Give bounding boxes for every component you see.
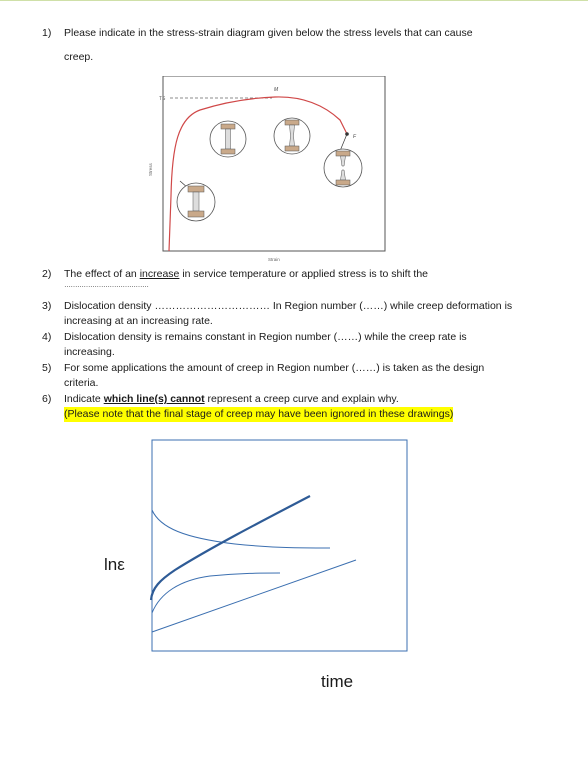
question-5-line-2: criteria. [64,377,99,389]
f-label: F [353,134,357,140]
top-rule [0,0,588,1]
question-5-line-1: For some applications the amount of creep in Region number (……) is taken as the design [64,362,485,374]
question-6-text: Indicate which line(s) cannot represent a creep curve and explain why. [64,393,399,405]
stress-strain-diagram [140,76,386,266]
question-6-number: 6) [42,393,52,405]
question-2-number: 2) [42,268,52,280]
question-1-number: 1) [42,27,52,39]
question-1-text: Please indicate in the stress-strain diagram given below the stress levels that can cause [64,27,473,39]
question-4-line-2: increasing. [64,346,115,358]
strain-axis-label: Strain [268,257,280,262]
creep-line-straight [152,560,356,632]
m-label: M [274,87,279,93]
question-4-line-1: Dislocation density is remains constant in Region number (……) while the creep rate is [64,331,467,343]
specimen-uniform-icon [177,181,215,221]
ts-label: TS [159,96,166,102]
question-5-number: 5) [42,362,52,374]
creep-plot-frame [152,440,407,651]
time-axis-label: time [321,672,354,691]
specimen-elongated-icon [210,121,246,157]
specimen-fractured-icon [324,134,362,187]
specimen-necking-icon [274,118,310,154]
stress-strain-curve [169,97,347,251]
question-3-line-2: increasing at an increasing rate. [64,315,213,327]
question-3-line-1: Dislocation density …………………………… In Region number (……) while creep deformation is [64,300,513,312]
ln-epsilon-axis-label: lnε [104,555,125,574]
creep-curve-saturating [152,573,280,613]
stress-axis-label: Stress [148,163,153,176]
question-4-number: 4) [42,331,52,343]
question-3-number: 3) [42,300,52,312]
question-2-text: The effect of an increase in service temperature or applied stress is to shift the [64,268,429,280]
creep-curve-decreasing [152,510,330,548]
which-lines-cannot-bold: which line(s) cannot [103,393,205,405]
question-2-blank: ………………………………… [64,282,149,289]
increase-underlined: increase [139,268,180,280]
creep-curves-diagram [0,430,588,700]
question-1-continuation: creep. [64,51,94,63]
question-6-highlight-note: (Please note that the final stage of creep may have been ignored in these drawings) [64,408,454,420]
